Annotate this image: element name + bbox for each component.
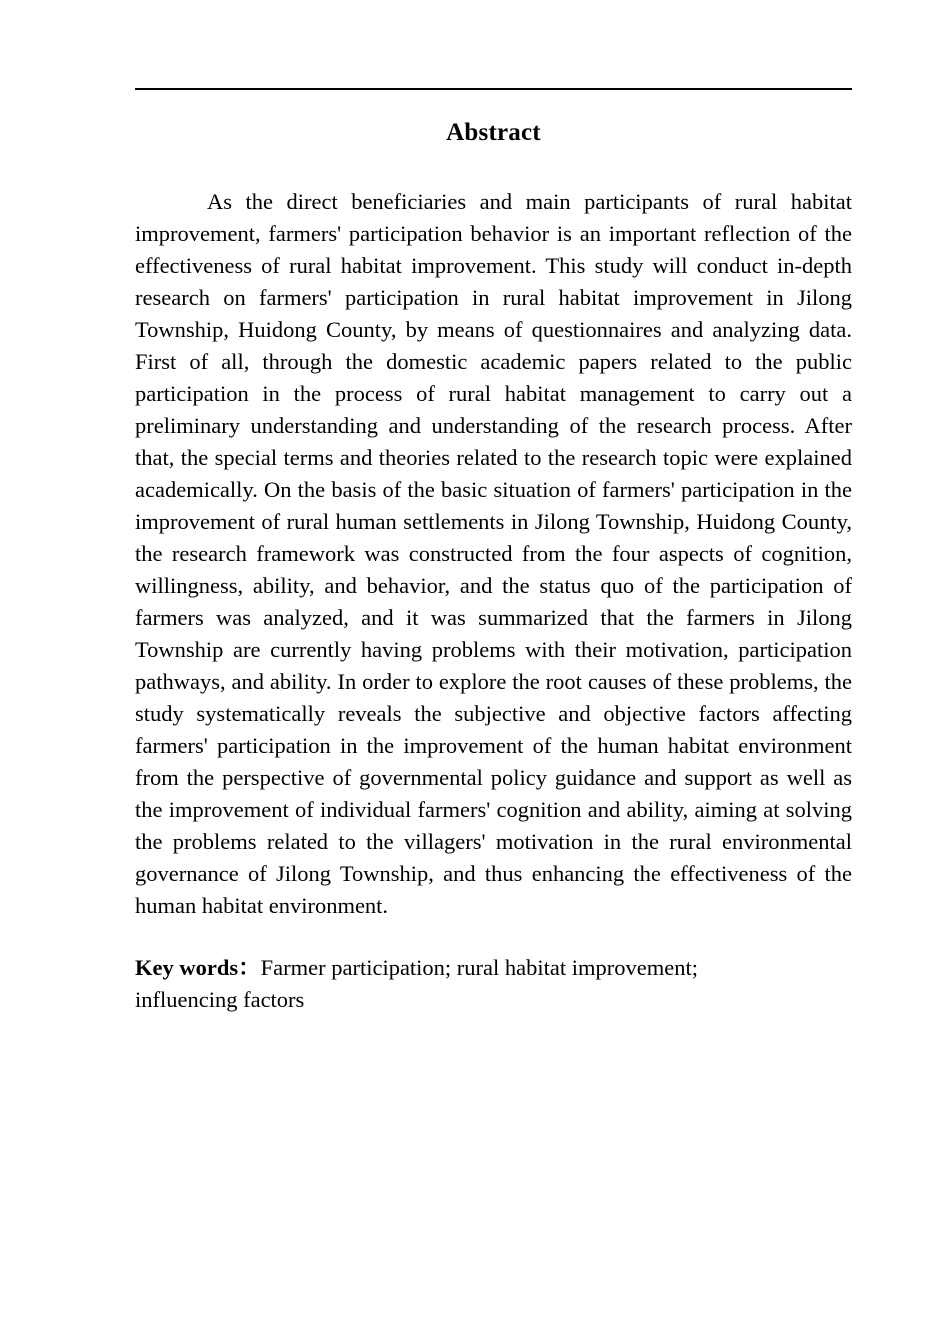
abstract-paragraph: As the direct beneficiaries and main participants of rural habitat improvement, farmers' participation behavior is an important reflection of the effectiveness of rural habitat improvement. This study will conduct in-depth research on farmers' participation in rural habitat improvement in Jilong Township, Huidong County, by means of questionnaires and analyzing data. First of all, through the domestic academic papers related to the public participation in the process of rural habitat management to carry out a preliminary understanding and understanding of the research process. After that, the special terms and theories related to the research topic were explained academically. On the basis of the basic situation of farmers' participation in the improvement of rural human settlements in Jilong Township, Huidong County, the research framework was constructed from the four aspects of cognition, willingness, ability, and behavior, and the status quo of the participation of farmers was analyzed, and it was summarized that the farmers in Jilong Township are currently having problems with their motivation, participation pathways, and ability. In order to explore the root causes of these problems, the study systematically reveals the subjective and objective factors affecting farmers' participation in the improvement of the human habitat environment from the perspective of governmental policy guidance and support as well as the improvement of individual farmers' cognition and ability, aiming at solving the problems related to the villagers' motivation in the rural environmental governance of Jilong Township, and thus enhancing the effectiveness of the human habitat environment.: [135, 189, 852, 918]
keywords-value: Farmer participation; rural habitat improvement; influencing factors: [135, 955, 698, 1012]
header-divider-rule: [135, 88, 852, 90]
keywords-label: Key words：: [135, 955, 261, 980]
keywords-line: [135, 952, 775, 1016]
page-content: [135, 118, 852, 1016]
page-title: Abstract: [446, 119, 541, 146]
